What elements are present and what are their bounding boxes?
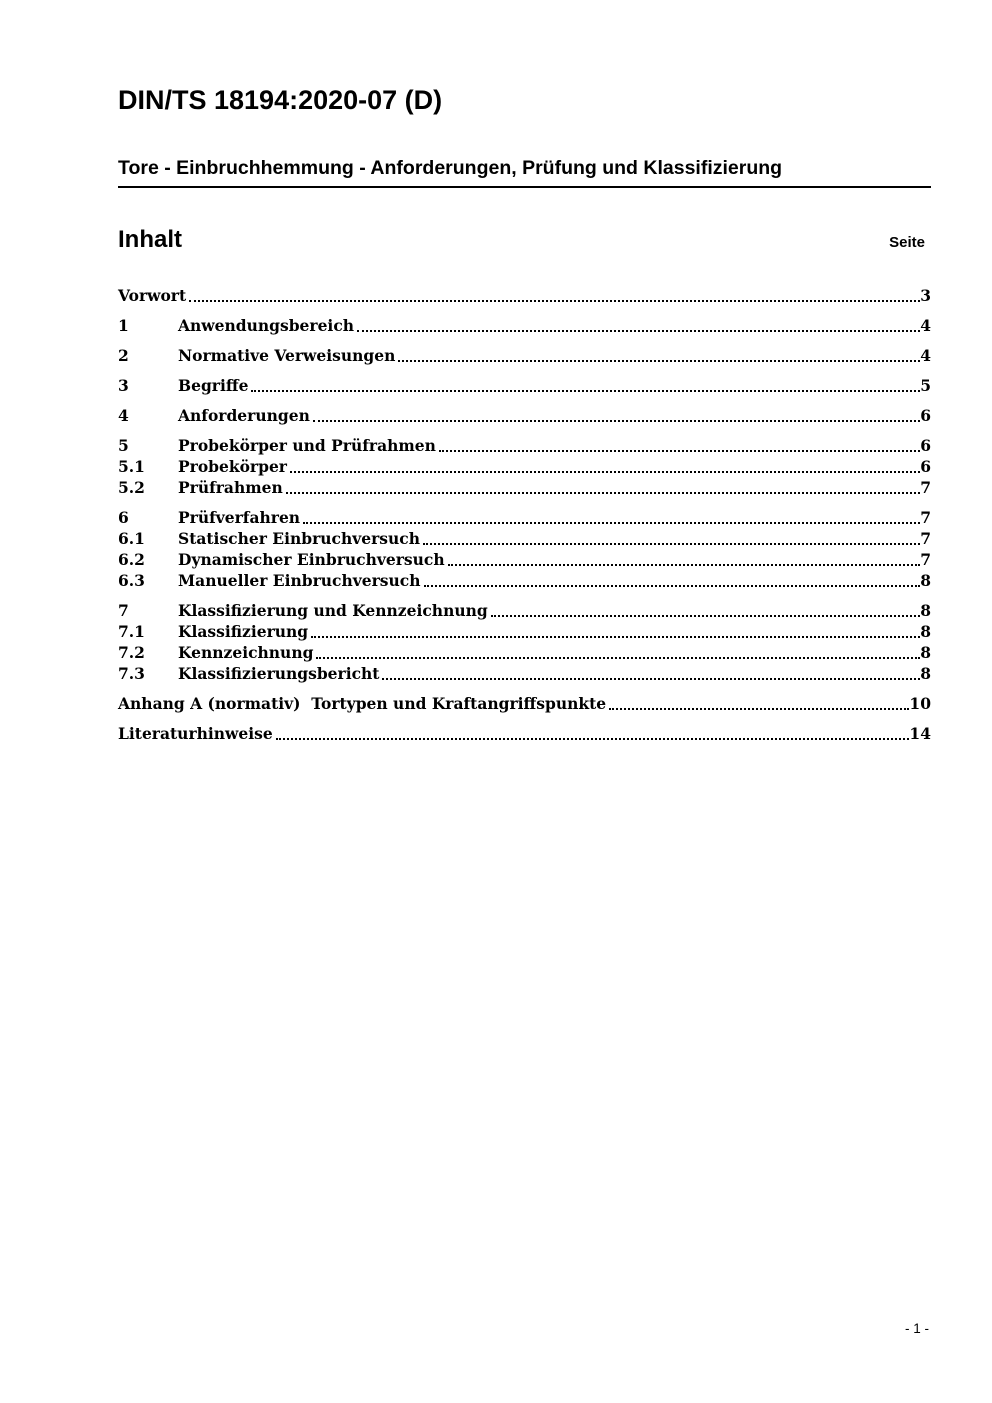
toc-entry-label: Begriffe (178, 376, 249, 396)
toc-leader-dots (439, 450, 920, 452)
toc-entry-page: 7 (920, 478, 931, 498)
toc-row (118, 723, 931, 744)
toc-row (118, 375, 931, 396)
toc-entry-label: Literaturhinweise (118, 724, 273, 744)
toc-entry-number: 6.3 (118, 571, 145, 591)
toc-entry-number: 7.2 (118, 643, 145, 663)
toc-entry-page: 6 (920, 457, 931, 477)
toc-entry-page: 6 (920, 406, 931, 426)
toc-row (118, 663, 931, 684)
toc-row (118, 693, 931, 714)
toc-row (118, 600, 931, 621)
toc-entry-label: Prüfrahmen (178, 478, 283, 498)
toc-entry-page: 6 (920, 436, 931, 456)
toc-entry-page: 5 (920, 376, 931, 396)
toc-entry-number: 6.2 (118, 550, 145, 570)
toc-leader-dots (276, 738, 910, 740)
toc-entry-page: 7 (920, 529, 931, 549)
toc-entry-number: 6 (118, 508, 129, 528)
page-content (118, 0, 931, 744)
toc-entry-label: Klassifizierungsbericht (178, 664, 380, 684)
toc-entry-number: 7.3 (118, 664, 145, 684)
toc-entry-page: 8 (920, 601, 931, 621)
page-column-label: Seite (889, 234, 925, 252)
toc-leader-dots (290, 471, 920, 473)
toc-row (118, 285, 931, 306)
toc-leader-dots (303, 522, 920, 524)
toc-row (118, 405, 931, 426)
toc-entry-number: 4 (118, 406, 129, 426)
toc-row (118, 315, 931, 336)
toc-list (118, 285, 931, 744)
toc-leader-dots (251, 390, 920, 392)
toc-entry-page: 10 (909, 694, 931, 714)
toc-entry-label: Probekörper (178, 457, 287, 477)
toc-entry-page: 8 (920, 571, 931, 591)
toc-leader-dots (398, 360, 920, 362)
toc-entry-number: 1 (118, 316, 129, 336)
toc-row (118, 642, 931, 663)
toc-leader-dots (423, 543, 920, 545)
toc-leader-dots (357, 330, 920, 332)
toc-row (118, 570, 931, 591)
toc-leader-dots (382, 678, 920, 680)
toc-entry-number: 3 (118, 376, 129, 396)
toc-entry-page: 8 (920, 622, 931, 642)
toc-entry-label: Kennzeichnung (178, 643, 314, 663)
document-title-heading: Tore - Einbruchhemmung - Anforderungen, Prüfung und Klassifizierung (118, 158, 931, 188)
toc-entry-label: Manueller Einbruchversuch (178, 571, 421, 591)
toc-leader-dots (311, 636, 920, 638)
toc-row (118, 477, 931, 498)
toc-entry-page: 3 (920, 286, 931, 306)
toc-entry-page: 8 (920, 643, 931, 663)
toc-entry-number: 7 (118, 601, 129, 621)
toc-row (118, 345, 931, 366)
toc-leader-dots (316, 657, 920, 659)
toc-row (118, 456, 931, 477)
toc-entry-number: 5.2 (118, 478, 145, 498)
toc-leader-dots (491, 615, 920, 617)
toc-entry-label: Normative Verweisungen (178, 346, 396, 366)
toc-leader-dots (424, 585, 921, 587)
toc-entry-page: 7 (920, 550, 931, 570)
toc-entry-label: Dynamischer Einbruchversuch (178, 550, 445, 570)
toc-entry-page: 4 (920, 316, 931, 336)
footer-page-number: - 1 - (904, 1321, 929, 1336)
toc-entry-number: 5 (118, 436, 129, 456)
toc-row (118, 435, 931, 456)
toc-entry-label: Vorwort (118, 286, 187, 306)
toc-entry-label: Anwendungsbereich (178, 316, 355, 336)
toc-entry-page: 7 (920, 508, 931, 528)
toc-entry-page: 14 (909, 724, 931, 744)
toc-leader-dots (189, 300, 920, 302)
toc-entry-number: 7.1 (118, 622, 145, 642)
toc-leader-dots (609, 708, 909, 710)
toc-leader-dots (313, 420, 920, 422)
toc-leader-dots (286, 492, 920, 494)
toc-entry-label: Anforderungen (178, 406, 310, 426)
toc-row (118, 528, 931, 549)
toc-entry-number: 2 (118, 346, 129, 366)
toc-header (118, 226, 931, 254)
toc-entry-number: 6.1 (118, 529, 145, 549)
toc-entry-page: 8 (920, 664, 931, 684)
toc-entry-label: Probekörper und Prüfrahmen (178, 436, 436, 456)
toc-entry-label: Prüfverfahren (178, 508, 301, 528)
toc-row (118, 549, 931, 570)
toc-entry-number: 5.1 (118, 457, 145, 477)
toc-leader-dots (448, 564, 921, 566)
toc-entry-page: 4 (920, 346, 931, 366)
toc-row (118, 507, 931, 528)
toc-entry-label: Anhang A (normativ) Tortypen und Kraftangriffspunkte (118, 694, 607, 714)
toc-entry-label: Klassifizierung und Kennzeichnung (178, 601, 488, 621)
document-number-heading: DIN/TS 18194:2020-07 (D) (118, 85, 443, 115)
toc-entry-label: Klassifizierung (178, 622, 309, 642)
toc-heading: Inhalt (118, 226, 182, 254)
toc-entry-label: Statischer Einbruchversuch (178, 529, 420, 549)
toc-row (118, 621, 931, 642)
